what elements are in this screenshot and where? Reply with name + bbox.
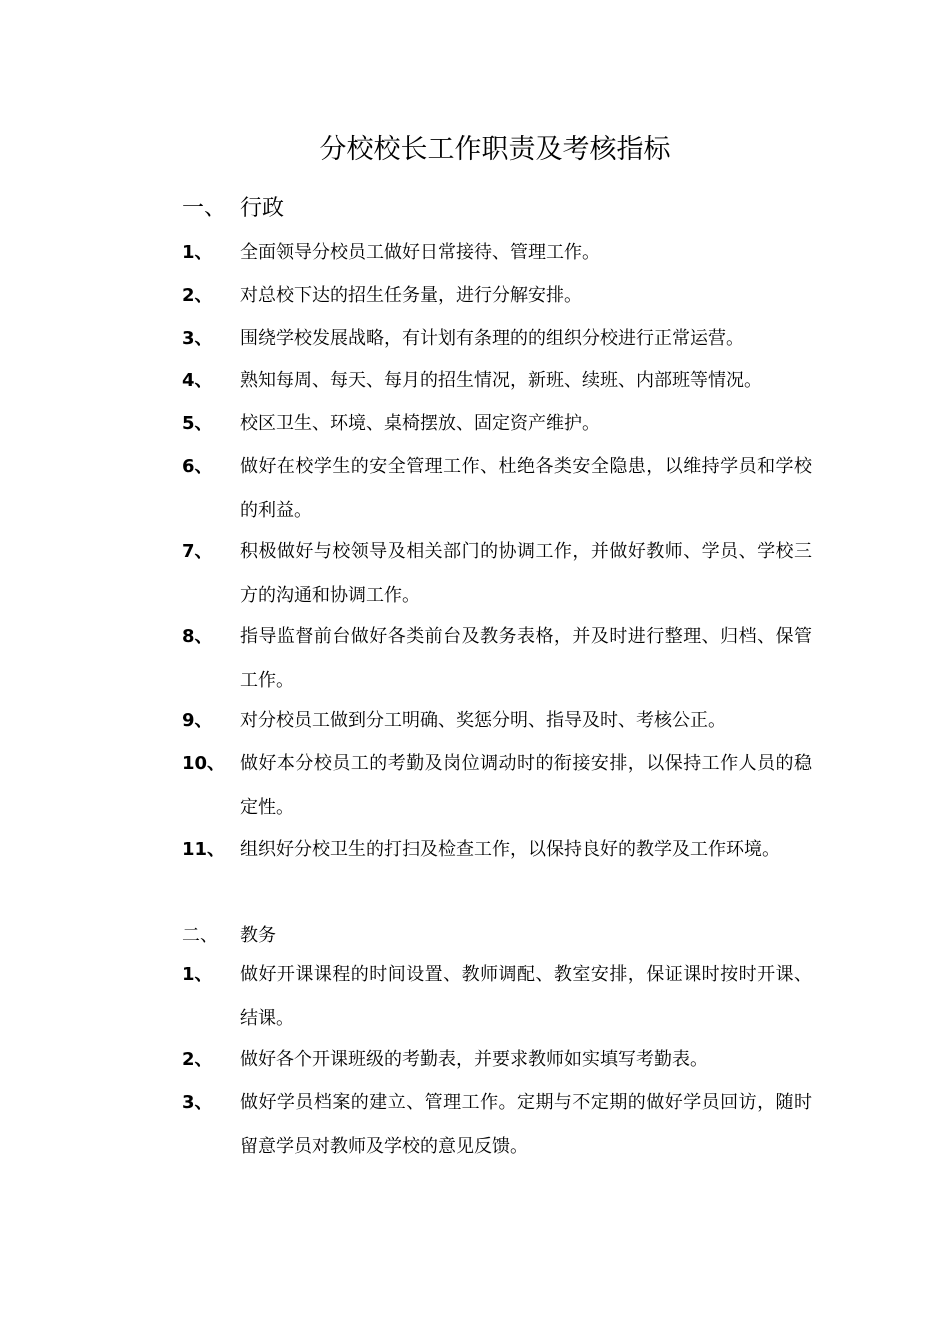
item-text: 做好在校学生的安全管理工作、杜绝各类安全隐患，以维持学员和学校的利益。 (240, 456, 812, 521)
item-text: 做好本分校员工的考勤及岗位调动时的衔接安排，以保持工作人员的稳定性。 (240, 753, 812, 818)
item-number: 1、 (182, 964, 213, 985)
list-item (182, 742, 812, 830)
item-text: 做好各个开课班级的考勤表，并要求教师如实填写考勤表。 (240, 1049, 708, 1070)
item-number: 3、 (182, 328, 213, 349)
section-title: 行政 (240, 196, 285, 221)
item-number: 6、 (182, 456, 213, 477)
list-item (182, 231, 812, 275)
list-item (182, 402, 812, 446)
item-text: 全面领导分校员工做好日常接待、管理工作。 (240, 242, 600, 263)
item-number: 1、 (182, 242, 213, 263)
list-item (182, 1038, 812, 1082)
item-text: 对总校下达的招生任务量，进行分解安排。 (240, 285, 582, 306)
item-text: 围绕学校发展战略，有计划有条理的的组织分校进行正常运营。 (240, 328, 744, 349)
item-number: 7、 (182, 541, 213, 562)
section-title: 教务 (240, 925, 276, 946)
item-text: 指导监督前台做好各类前台及教务表格，并及时进行整理、归档、保管工作。 (240, 626, 812, 691)
list-item (182, 1081, 812, 1169)
item-text: 校区卫生、环境、桌椅摆放、固定资产维护。 (240, 413, 600, 434)
item-number: 9、 (182, 710, 213, 731)
page-title: 分校校长工作职责及考核指标 (319, 134, 671, 165)
list-item (182, 615, 812, 703)
item-text: 做好开课课程的时间设置、教师调配、教室安排，保证课时按时开课、结课。 (240, 964, 812, 1029)
item-text: 熟知每周、每天、每月的招生情况，新班、续班、内部班等情况。 (240, 370, 762, 391)
item-number: 3、 (182, 1092, 213, 1113)
list-item (182, 359, 812, 403)
item-text: 对分校员工做到分工明确、奖惩分明、指导及时、考核公正。 (240, 710, 726, 731)
item-number: 11、 (182, 839, 226, 860)
list-item (182, 953, 812, 1041)
item-number: 2、 (182, 285, 213, 306)
list-item (182, 699, 812, 743)
item-number: 5、 (182, 413, 213, 434)
item-text: 组织好分校卫生的打扫及检查工作，以保持良好的教学及工作环境。 (240, 839, 780, 860)
item-text: 积极做好与校领导及相关部门的协调工作，并做好教师、学员、学校三方的沟通和协调工作。 (240, 541, 812, 606)
item-number: 10、 (182, 753, 226, 774)
list-item (182, 828, 812, 872)
section-number: 二、 (182, 925, 218, 946)
section-number: 一、 (182, 196, 227, 221)
list-item (182, 530, 812, 618)
item-text: 做好学员档案的建立、管理工作。定期与不定期的做好学员回访，随时留意学员对教师及学校的意见反馈。 (240, 1092, 812, 1157)
list-item (182, 274, 812, 318)
list-item (182, 445, 812, 533)
list-item (182, 317, 812, 361)
item-number: 4、 (182, 370, 213, 391)
item-number: 2、 (182, 1049, 213, 1070)
item-number: 8、 (182, 626, 213, 647)
